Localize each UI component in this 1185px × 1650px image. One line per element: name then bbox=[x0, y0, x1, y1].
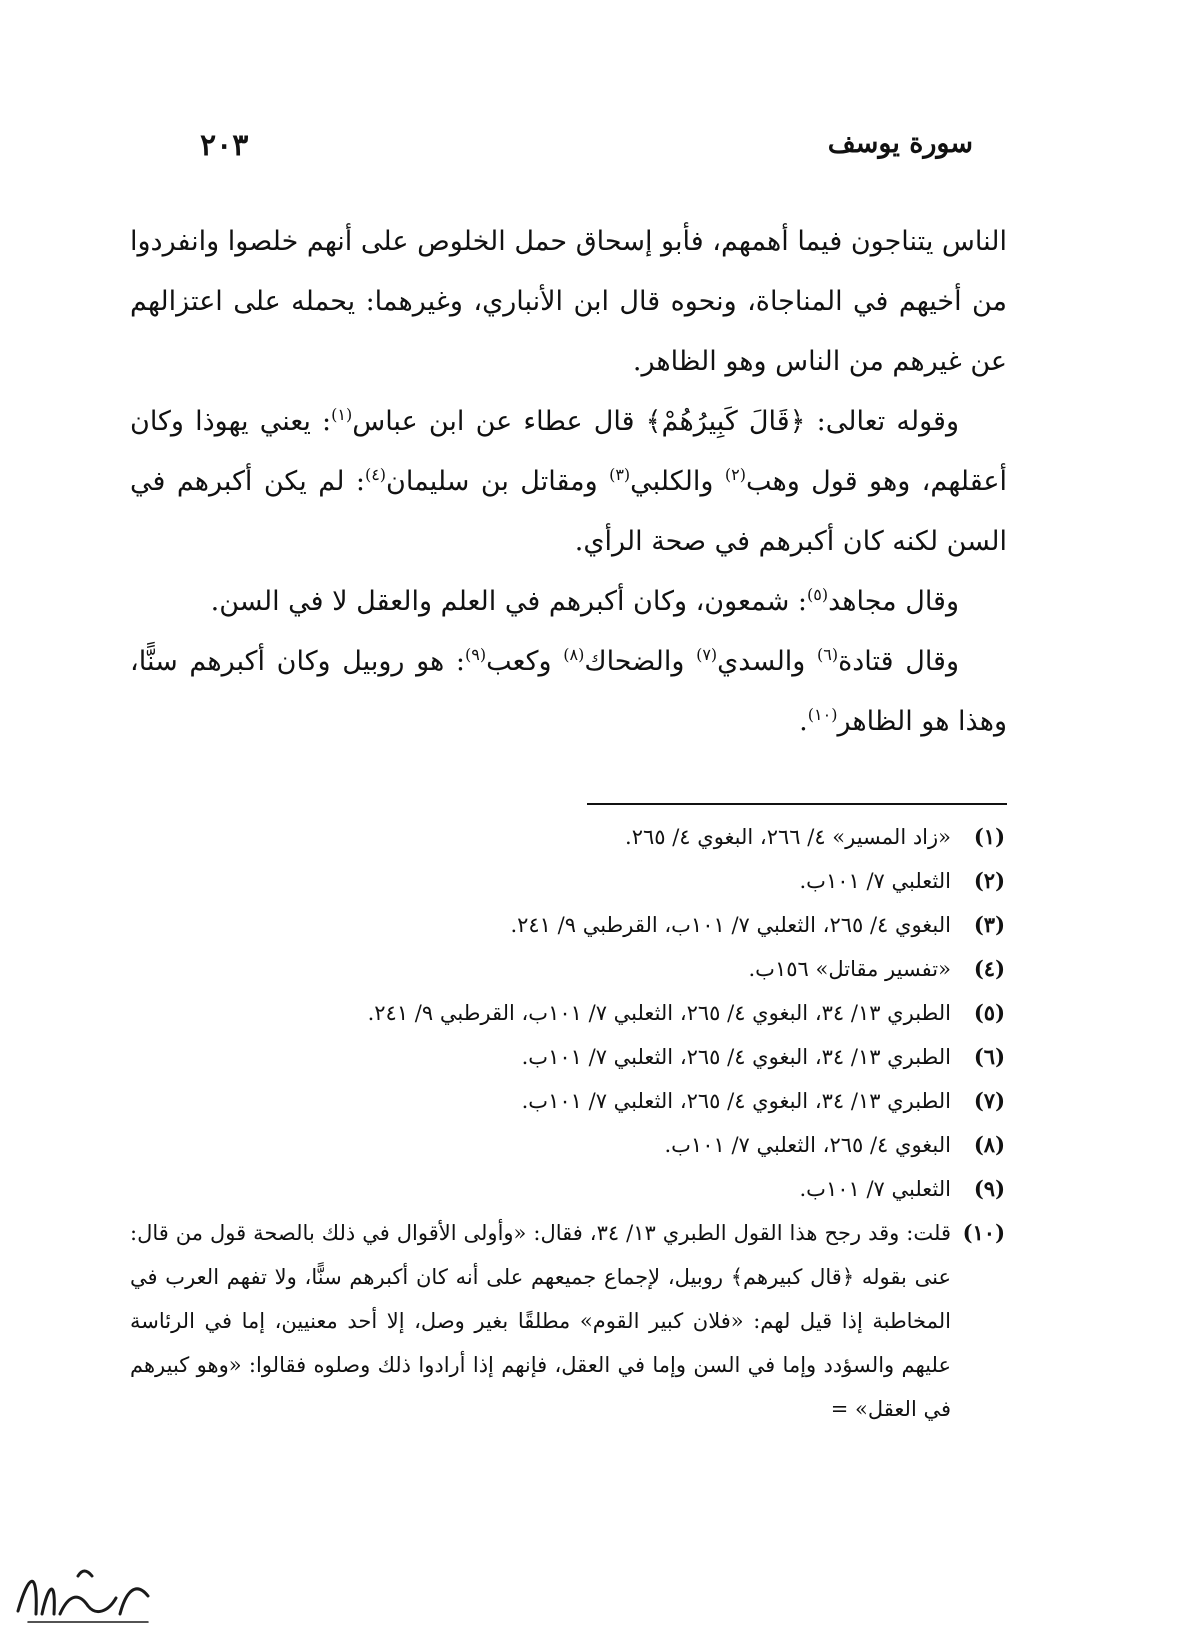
footnote-number: (٩) bbox=[973, 1176, 1005, 1201]
text-run: وكعب bbox=[486, 646, 564, 677]
footnote-text: الثعلبي ٧/ ١٠١ب. bbox=[799, 1177, 951, 1201]
footnote bbox=[130, 1035, 1005, 1079]
text-run: . bbox=[799, 706, 808, 737]
footnote-text: الطبري ١٣/ ٣٤، البغوي ٤/ ٢٦٥، الثعلبي ٧/ ١٠١ب. bbox=[521, 1045, 951, 1069]
text-run: والكلبي bbox=[630, 466, 725, 497]
footnote-number: (٢) bbox=[973, 868, 1005, 893]
paragraph bbox=[130, 632, 1007, 752]
footnote-ref: (٥) bbox=[807, 585, 829, 604]
stamp-stroke bbox=[60, 1597, 116, 1614]
text-run: والضحاك bbox=[584, 646, 697, 677]
footnote-number: (٧) bbox=[973, 1088, 1005, 1113]
text-run: والسدي bbox=[717, 646, 817, 677]
footnote-divider bbox=[587, 803, 1007, 805]
book-title: سورة يوسف bbox=[827, 128, 973, 159]
stamp-stroke bbox=[78, 1571, 92, 1576]
footnote-ref: (١٠) bbox=[807, 705, 838, 724]
text-run: : لم يكن أكبرهم في السن لكنه كان أكبرهم في صحة الرأي. bbox=[130, 466, 1007, 557]
running-head bbox=[200, 128, 973, 168]
footnote-ref: (٦) bbox=[817, 645, 839, 664]
footnote-text: الطبري ١٣/ ٣٤، البغوي ٤/ ٢٦٥، الثعلبي ٧/ ١٠١ب، القرطبي ٩/ ٢٤١. bbox=[367, 1001, 951, 1025]
footnote-text: «تفسير مقاتل» ١٥٦ب. bbox=[748, 957, 951, 981]
footnote-number: (٥) bbox=[973, 1000, 1005, 1025]
footnote bbox=[130, 1167, 1005, 1211]
text-run: : شمعون، وكان أكبرهم في العلم والعقل لا في السن. bbox=[210, 586, 807, 617]
footnote bbox=[130, 947, 1005, 991]
footnote-number: (٨) bbox=[973, 1132, 1005, 1157]
main-text bbox=[130, 212, 1007, 752]
text-run: : يعني يهوذا وكان أعقلهم، وهو قول وهب bbox=[130, 406, 1007, 497]
footnote bbox=[130, 815, 1005, 859]
footnote-text: البغوي ٤/ ٢٦٥، الثعلبي ٧/ ١٠١ب. bbox=[664, 1133, 951, 1157]
footnotes bbox=[130, 815, 1005, 1431]
stamp-stroke bbox=[18, 1581, 36, 1614]
footnote-ref: (٤) bbox=[364, 465, 387, 484]
footnote-number: (١٠) bbox=[962, 1220, 1005, 1245]
paragraph bbox=[130, 572, 1007, 632]
footnote-text: الطبري ١٣/ ٣٤، البغوي ٤/ ٢٦٥، الثعلبي ٧/ ١٠١ب. bbox=[521, 1089, 951, 1113]
footnote-number: (٦) bbox=[973, 1044, 1005, 1069]
stamp-stroke bbox=[42, 1589, 54, 1614]
footnote bbox=[130, 903, 1005, 947]
footnote-text: الثعلبي ٧/ ١٠١ب. bbox=[799, 869, 951, 893]
footnote-text: قلت: وقد رجح هذا القول الطبري ١٣/ ٣٤، فقال: «وأولى الأقوال في ذلك بالصحة قول من قال: عنى بقوله ﴿قال كبيرهم﴾ روبيل، لإجماع جميعهم على أنه كان أكبرهم سنًّا، ولا تفهم العرب في المخاطبة إذا قيل لهم: «فلان كبير القوم» مطلقًا بغير وصل، إلا أحد معنيين، إما في الرئاسة عليهم والسؤدد وإما في السن وإما في العقل، فإنهم إذا أرادوا ذلك وصلوه فقالوا: «وهو كبيرهم في العقل» = bbox=[130, 1221, 951, 1421]
footnote-ref: (١) bbox=[331, 405, 353, 424]
footnote-ref: (٩) bbox=[465, 645, 487, 664]
paragraph: الناس يتناجون فيما أهمهم، فأبو إسحاق حمل الخلوص على أنهم خلصوا وانفردوا من أخيهم في المناجاة، ونحوه قال ابن الأنباري، وغيرهما: يحمله على اعتزالهم عن غيرهم من الناس وهو الظاهر. bbox=[130, 226, 1007, 377]
paragraph bbox=[130, 392, 1007, 572]
footnote-number: (١) bbox=[973, 824, 1005, 849]
footnote-text: البغوي ٤/ ٢٦٥، الثعلبي ٧/ ١٠١ب، القرطبي ٩/ ٢٤١. bbox=[510, 913, 951, 937]
footnote-ref: (٣) bbox=[609, 465, 631, 484]
footnote-text: «زاد المسير» ٤/ ٢٦٦، البغوي ٤/ ٢٦٥. bbox=[625, 825, 951, 849]
footnote bbox=[130, 1211, 1005, 1431]
calligraphy-stamp-logo bbox=[8, 1536, 158, 1636]
text-run: ومقاتل بن سليمان bbox=[386, 466, 610, 497]
stamp-stroke bbox=[120, 1589, 148, 1614]
footnote-ref: (٢) bbox=[724, 465, 746, 484]
footnote-ref: (٧) bbox=[696, 645, 718, 664]
footnote bbox=[130, 991, 1005, 1035]
footnote-number: (٤) bbox=[973, 956, 1005, 981]
text-run: وقوله تعالى: ﴿قَالَ كَبِيرُهُمْ﴾ قال عطاء عن ابن عباس bbox=[352, 406, 959, 437]
text-run: وقال مجاهد bbox=[828, 586, 959, 617]
footnote bbox=[130, 859, 1005, 903]
text-run: : هو روبيل وكان أكبرهم سنًّا، وهذا هو الظاهر bbox=[130, 646, 1007, 737]
page-number: ٢٠٣ bbox=[200, 128, 249, 163]
footnote bbox=[130, 1123, 1005, 1167]
text-run: وقال قتادة bbox=[838, 646, 959, 677]
footnote bbox=[130, 1079, 1005, 1123]
footnote-number: (٣) bbox=[973, 912, 1005, 937]
footnote-ref: (٨) bbox=[563, 645, 585, 664]
